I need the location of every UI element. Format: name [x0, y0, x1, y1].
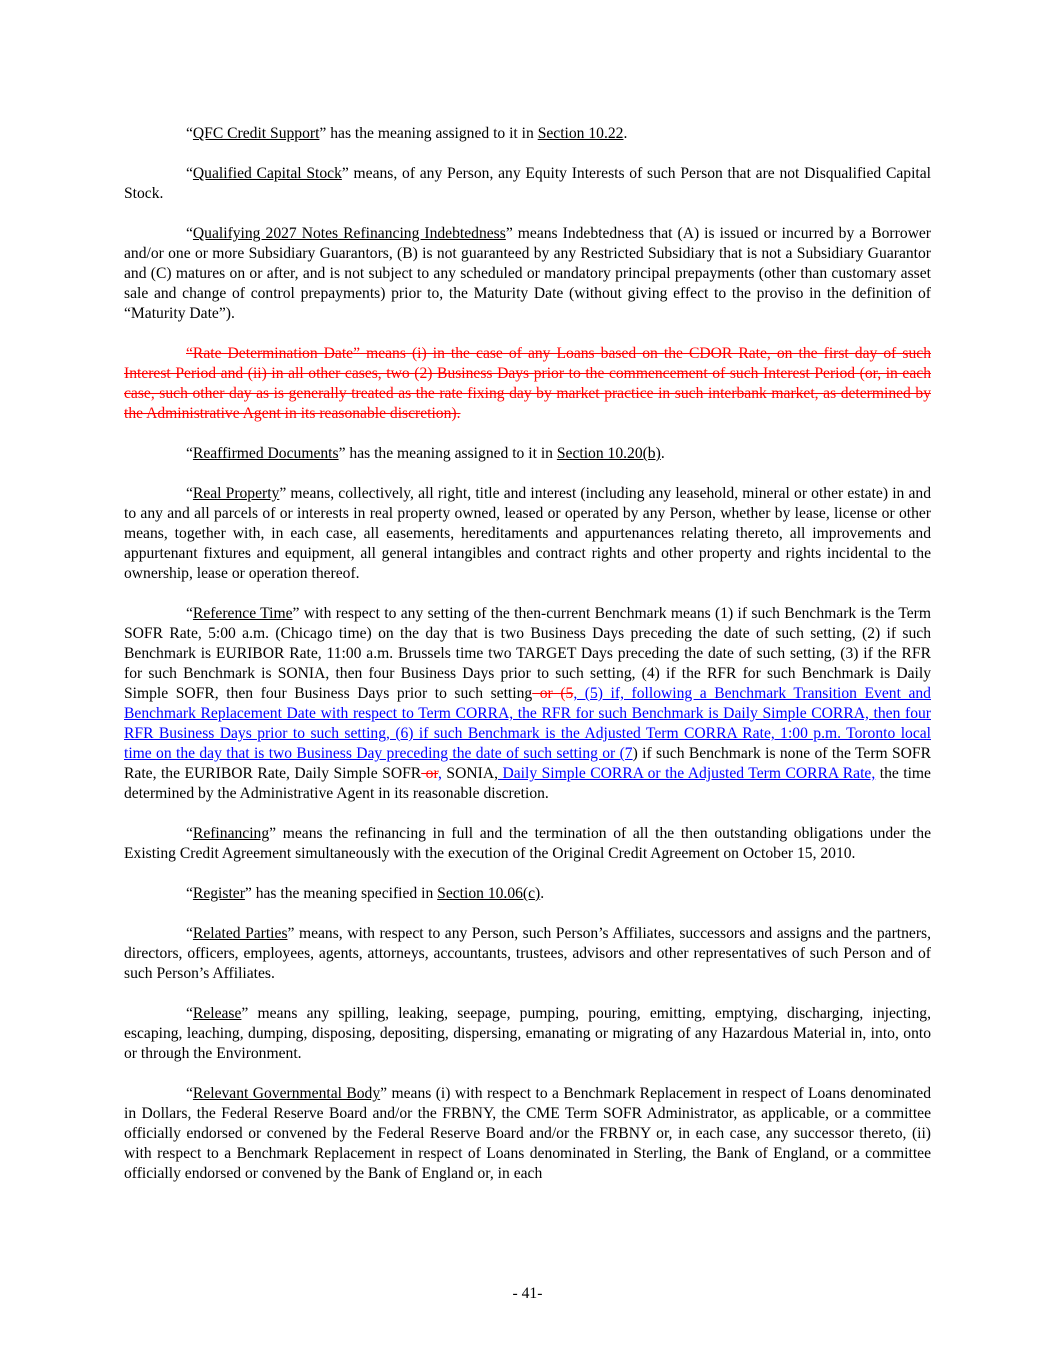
section-reference: Section 10.06(c) [437, 885, 541, 902]
definition-rate-determination-date-deleted: “Rate Determination Date” means (i) in the case of any Loans based on the CDOR Rate, on the first day of such Interest Period and (ii) in all other cases, two (2) Business Days prior to the commencement of such Interest Period (or, in each case, such other day as is generally treated as the rate fixing day by market practice in such interbank market, as determined by the Administrative Agent in its reasonable discretion). [124, 345, 931, 422]
definition-refinancing: “Refinancing” means the refinancing in full and the termination of all the then outstanding obligations under the Existing Credit Agreement simultaneously with the execution of the Original Credit Agreement on October 15, 2010. [124, 825, 931, 862]
section-reference: Section 10.22 [537, 125, 624, 142]
definition-qualified-capital-stock: “Qualified Capital Stock” means, of any Person, any Equity Interests of such Person that are not Disqualified Capital Stock. [124, 165, 931, 202]
definition-reference-time: “Reference Time” with respect to any setting of the then-current Benchmark means (1) if such Benchmark is the Term SOFR Rate, 5:00 a.m. (Chicago time) on the day that is two Business Days preceding the date of such setting, (2) if such Benchmark is EURIBOR Rate, 11:00 a.m. Brussels time two TARGET Days preceding the date of such setting, (3) if the RFR for such Benchmark is SONIA, then four Business Days prior to such setting, (4) if the RFR for such Benchmark is Daily Simple SOFR, then four Business Days prior to such setting or (5, (5) if, following a Benchmark Transition Event and Benchmark Replacement Date with respect to Term CORRA, the RFR for such Benchmark is Daily Simple CORRA, then four RFR Business Days prior to such setting, (6) if such Benchmark is the Adjusted Term CORRA Rate, 1:00 p.m. Toronto local time on the day that is two Business Day preceding the date of such setting or (7) if such Benchmark is none of the Term SOFR Rate, the EURIBOR Rate, Daily Simple SOFR or, SONIA, Daily Simple CORRA or the Adjusted Term CORRA Rate, the time determined by the Administrative Agent in its reasonable discretion. [124, 605, 931, 802]
defined-term: Real Property [192, 485, 280, 502]
defined-term: Refinancing [192, 825, 270, 842]
defined-term: Reference Time [192, 605, 293, 622]
inserted-text: , (5) if, following a Benchmark Transition Event and Benchmark Replacement Date with respect to Term CORRA, the RFR for such Benchmark is Daily Simple CORRA, then four RFR Business Days prior to such setting, (6) if such Benchmark is the Adjusted Term CORRA Rate, 1:00 p.m. Toronto local time on the day that is two Business Day preceding the date of such setting or (7 [124, 685, 931, 762]
definition-register: “Register” has the meaning specified in Section 10.06(c). [186, 885, 545, 902]
definition-reaffirmed-documents: “Reaffirmed Documents” has the meaning assigned to it in Section 10.20(b). [186, 445, 665, 462]
deleted-text: or (5 [532, 685, 574, 702]
defined-term: Qualified Capital Stock [192, 165, 342, 182]
definitions-body [124, 124, 931, 1204]
definition-real-property: “Real Property” means, collectively, all right, title and interest (including any leasehold, mineral or other estate) in and to any and all parcels of or interests in real property owned, leased or operated by any Person, whether by lease, license or other means, together with, in each case, all easements, hereditaments and appurtenances relating thereto, all improvements and appurtenant fixtures and equipment, all general intangibles and contract rights and other property and rights incidental to the ownership, lease or operation thereof. [124, 485, 931, 582]
definition-release: “Release” means any spilling, leaking, seepage, pumping, pouring, emitting, emptying, discharging, injecting, escaping, leaching, dumping, disposing, depositing, dispersing, emanating or migrating of any Hazardous Material in, into, onto or through the Environment. [124, 1005, 931, 1062]
inserted-text: , [438, 765, 442, 782]
definition-related-parties: “Related Parties” means, with respect to any Person, such Person’s Affiliates, successors and assigns and the partners, directors, officers, employees, agents, attorneys, accountants, trustees, advisors and other representatives of such Person and of such Person’s Affiliates. [124, 925, 931, 982]
defined-term: Release [192, 1005, 242, 1022]
defined-term: Reaffirmed Documents [192, 445, 339, 462]
defined-term: Register [192, 885, 245, 902]
deleted-text: or [421, 765, 439, 782]
defined-term: Relevant Governmental Body [192, 1085, 381, 1102]
inserted-text: Daily Simple CORRA or the Adjusted Term CORRA Rate, [497, 765, 876, 782]
defined-term: Qualifying 2027 Notes Refinancing Indebtedness [192, 225, 506, 242]
page-number: - 41- [512, 1285, 543, 1302]
definition-qfc-credit-support: “QFC Credit Support” has the meaning assigned to it in Section 10.22. [186, 125, 628, 142]
defined-term: Related Parties [192, 925, 288, 942]
section-reference: Section 10.20(b) [556, 445, 661, 462]
definition-qualifying-2027-notes: “Qualifying 2027 Notes Refinancing Indebtedness” means Indebtedness that (A) is issued or incurred by a Borrower and/or one or more Subsidiary Guarantors, (B) is not guaranteed by any Restricted Subsidiary that is not a Subsidiary Guarantor and (C) matures on or after, and is not subject to any scheduled or mandatory principal prepayments (other than customary asset sale and change of control prepayments) prior to, the Maturity Date (without giving effect to the proviso in the definition of “Maturity Date”). [124, 225, 931, 322]
defined-term: QFC Credit Support [192, 125, 320, 142]
definition-relevant-governmental-body: “Relevant Governmental Body” means (i) with respect to a Benchmark Replacement in respect of Loans denominated in Dollars, the Federal Reserve Board and/or the FRBNY, the CME Term SOFR Administrator, as applicable, or a committee officially endorsed or convened by the Federal Reserve Board and/or the FRBNY or, in each case, any successor thereto, (ii) with respect to a Benchmark Replacement in respect of Loans denominated in Sterling, the Bank of England, or a committee officially endorsed or convened by the Bank of England or, in each [124, 1085, 932, 1182]
